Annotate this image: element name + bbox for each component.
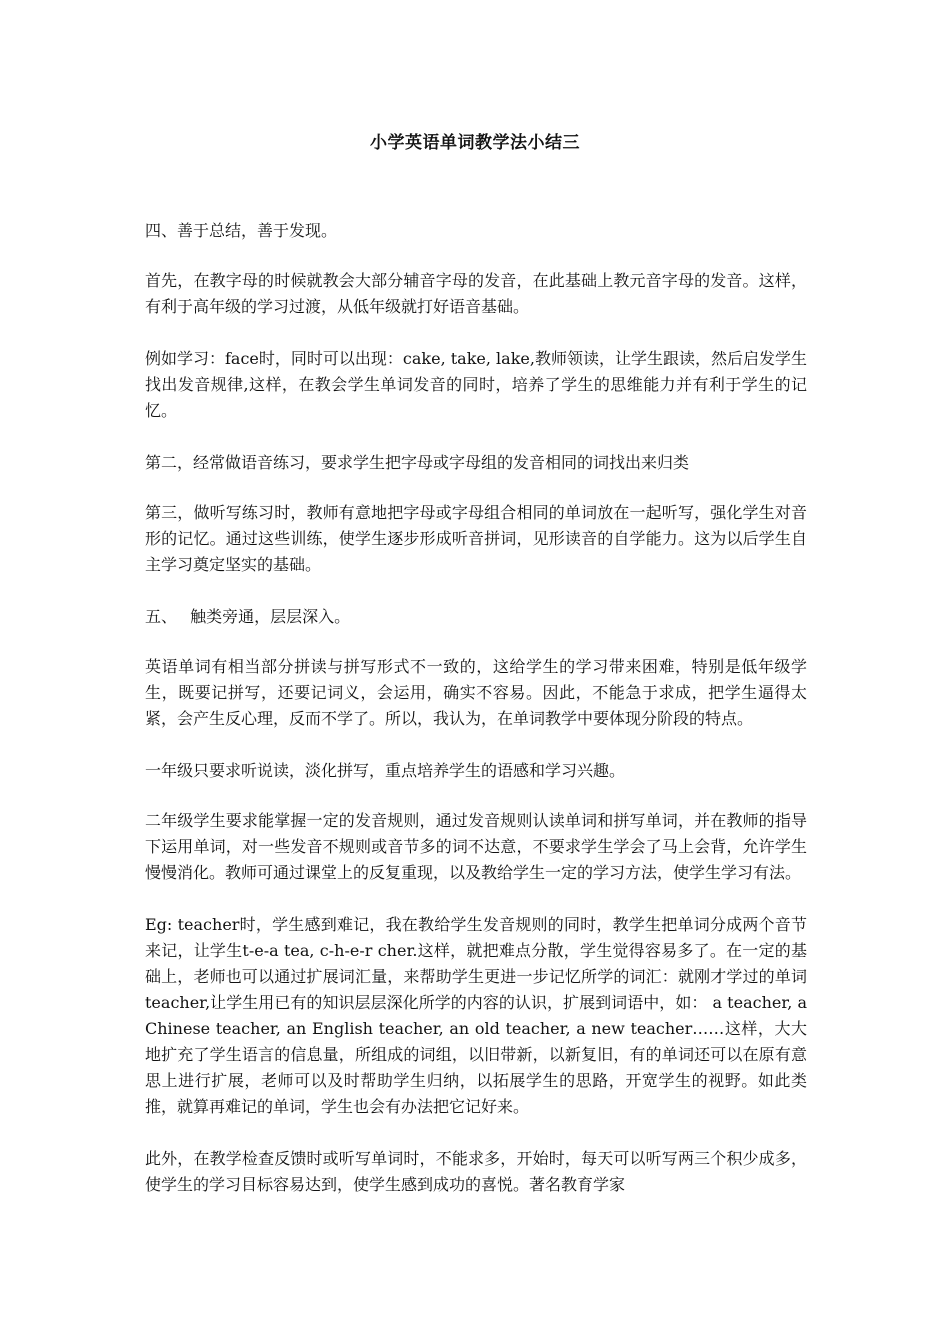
document-title: 小学英语单词教学法小结三 [370,133,580,153]
section-heading-five: 五、 触类旁通，层层深入。 [145,607,351,626]
paragraph-second-phonics: 第二，经常做语音练习，要求学生把字母或字母组的发音相同的词找出来归类 [145,453,690,472]
paragraph-third-dictation: 第三，做听写练习时，教师有意地把字母或字母组合相同的单词放在一起听写，强化学生对音形的记忆。通过这些训练，使学生逐步形成听音拼词，见形读音的自学能力。这为以后学生自主学习奠定坚实的基础。 [145,503,807,574]
paragraph-feedback: 此外，在教学检查反馈时或听写单词时，不能求多，开始时，每天可以听写两三个积少成多，使学生的学习目标容易达到，使学生感到成功的喜悦。著名教育学家 [145,1149,807,1194]
paragraph-spelling-difficulty: 英语单词有相当部分拼读与拼写形式不一致的，这给学生的学习带来困难，特别是低年级学生，既要记拼写，还要记词义，会运用，确实不容易。因此，不能急于求成，把学生逼得太紧，会产生反心理，反而不学了。所以，我认为，在单词教学中要体现分阶段的特点。 [145,657,807,728]
paragraph-example-teacher: Eg: teacher时，学生感到难记，我在教给学生发音规则的同时，教学生把单词分成两个音节来记，让学生t-e-a tea, c-h-e-r cher.这样，就把难点分散，学生觉得容易多了。在一定的基础上，老师也可以通过扩展词汇量，来帮助学生更进一步记忆所学的词汇：就刚才学过的单词teacher,让学生用已有的知识层层深化所学的内容的认识，扩展到词语中，如： a teacher, a Chinese teacher, an English teacher, an old teacher, a new teacher……这样，大大地扩充了学生语言的信息量，所组成的词组，以旧带新，以新复旧，有的单词还可以在原有意思上进行扩展，老师可以及时帮助学生归纳，以拓展学生的思路，开宽学生的视野。如此类推，就算再难记的单词，学生也会有办法把它记好来。 [145,915,807,1116]
paragraph-grade-one: 一年级只要求听说读，淡化拼写，重点培养学生的语感和学习兴趣。 [145,761,626,780]
paragraph-first-letters: 首先，在教字母的时候就教会大部分辅音字母的发音，在此基础上教元音字母的发音。这样，有利于高年级的学习过渡，从低年级就打好语音基础。 [145,271,807,316]
paragraph-grade-two: 二年级学生要求能掌握一定的发音规则，通过发音规则认读单词和拼写单词，并在教师的指导下运用单词，对一些发音不规则或音节多的词不达意，不要求学生学会了马上会背，允许学生慢慢消化。教师可通过课堂上的反复重现，以及教给学生一定的学习方法，使学生学习有法。 [145,811,807,882]
document-body [145,218,807,1224]
paragraph-example-face: 例如学习：face时，同时可以出现：cake, take, lake,教师领读，让学生跟读，然后启发学生找出发音规律,这样，在教会学生单词发音的同时，培养了学生的思维能力并有利于学生的记忆。 [145,349,807,420]
section-heading-four: 四、善于总结，善于发现。 [145,221,338,240]
